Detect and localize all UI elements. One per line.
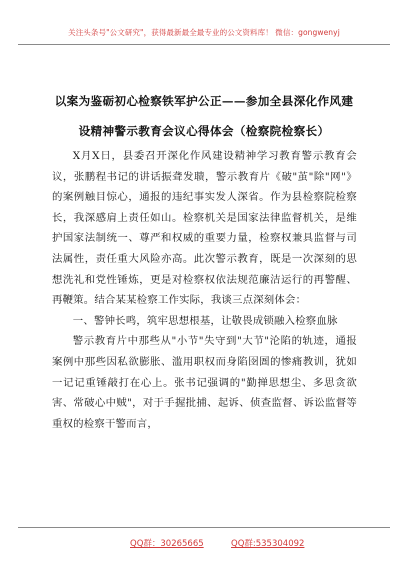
footer-qq-group-1[interactable]: QQ群：30265665 bbox=[130, 539, 204, 549]
paragraph-intro: X月X日，县委召开深化作风建设精神学习教育警示教育会议，张鹏程书记的讲话振聋发聩，警示教育片《破"茧"除"网"》的案例触目惊心，通报的违纪事实发人深省。作为县检察院检察长，我深感肩上责任如山。检察机关是国家法律监督机关，是维护国家法制统一、尊严和权威的重要力量，检察权兼具监督与司法属性，责任重大风险亦高。此次警示教育，既是一次深刻的思想洗礼和党性锤炼，更是对检察权依法规范廉洁运行的再警醒、再鞭策。结合某某检察工作实际，我谈三点深刻体会： bbox=[52, 150, 357, 307]
page-header bbox=[0, 0, 408, 52]
header-notice: 关注头条号"公文研究"，获得最新最全最专业的公文资料库！ 微信：gongwenyj bbox=[68, 28, 340, 37]
header-divider bbox=[18, 44, 390, 45]
paragraph-section-1: 警示教育片中那些从"小节"失守到"大节"沦陷的轨迹，通报案例中那些因私欲膨胀、滥用职权而身陷囹圄的惨痛教训，犹如一记记重锤敲打在心上。张书记强调的"勤掸思想尘、多思贪欲害、常破心中贼"，对于手握批捕、起诉、侦查监督、诉讼监督等重权的检察干警而言， bbox=[52, 335, 357, 430]
document-body bbox=[52, 146, 357, 434]
page-footer bbox=[0, 527, 408, 580]
document-title-line-2: 设精神警示教育会议心得体会（检察院检察长） bbox=[78, 124, 330, 138]
document-title-line-1: 以案为鉴砺初心检察铁军护公正——参加全县深化作风建 bbox=[54, 94, 354, 108]
footer-qq-group-2[interactable]: QQ群:535304092 bbox=[231, 539, 305, 549]
footer-divider bbox=[18, 527, 390, 528]
section-heading-1: 一、警钟长鸣，筑牢思想根基，让敬畏成锁融入检察血脉 bbox=[72, 314, 338, 327]
